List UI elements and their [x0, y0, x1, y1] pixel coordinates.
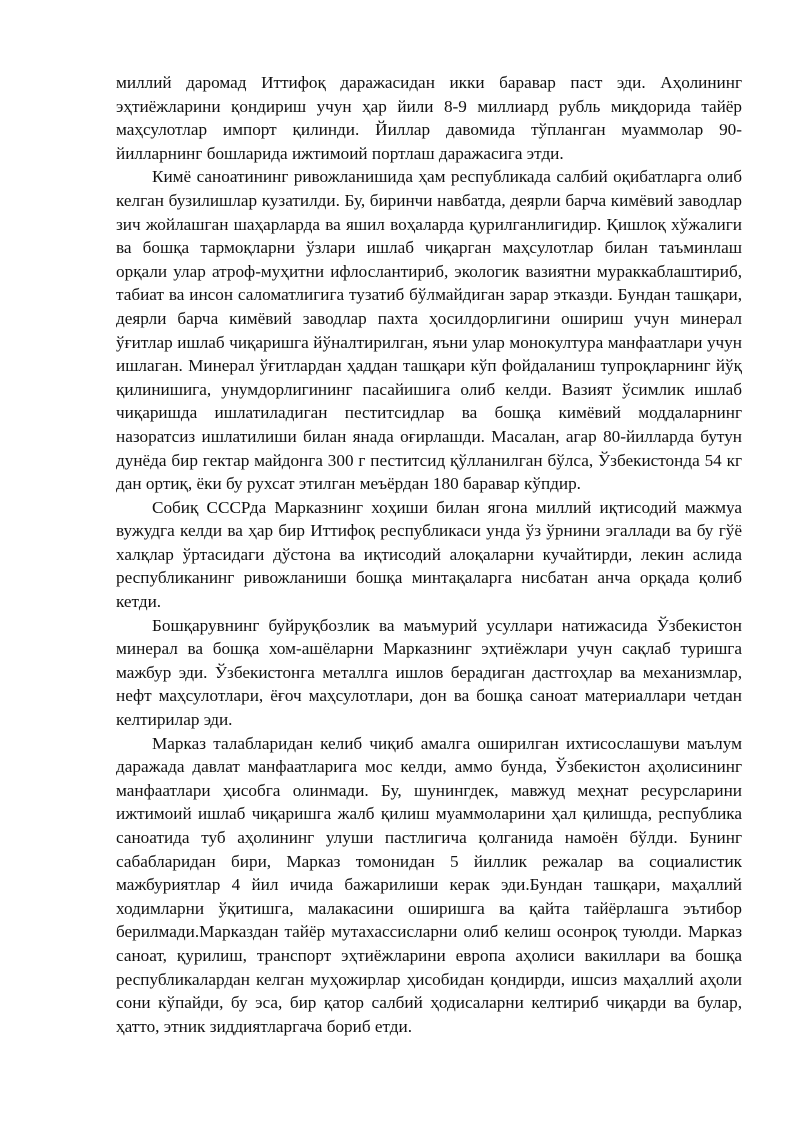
paragraph-chemical-industry: Кимё саноатининг ривожланишида ҳам республикада салбий оқибатларга олиб келган бузилишлар кузатилди. Бу, биринчи навбатда, деярли барча кимёвий заводлар зич жойлашган шаҳарларда ва яшил воҳаларда қурилганлигидир. Қишлоқ хўжалиги ва бошқа тармоқларни ўзлари ишлаб чиқарган маҳсулотлар билан таъминлаш орқали улар атроф-муҳитни ифлослантириб, экологик вазиятни мураккаблаштириб, табиат ва инсон саломатлигига тузатиб бўлмайдиган зарар этказди. Бундан ташқари, деярли барча кимёвий заводлар пахта ҳосилдорлигини ошириш учун минерал ўғитлар ишлаб чиқаришга йўналтирилган, яъни улар монокултура манфаатлари учун ишлаган. Минерал ўғитлардан ҳаддан ташқари кўп фойдаланиш тупроқларнинг йўқ қилинишига, унумдорлигининг пасайишига олиб келди. Вазият ўсимлик ишлаб чиқаришда ишлатиладиган пеститсидлар ва бошқа кимёвий моддаларнинг назоратсиз ишлатилиши билан янада оғирлашди. Масалан, агар 80-йилларда бутун дунёда бир гектар майдонга 300 г пеститсид қўлланилган бўлса, Ўзбекистонда 54 кг дан ортиқ, ёки бу рухсат этилган меъёрдан 180 баравар кўпдир.	[116, 167, 742, 494]
paragraph-specialization: Марказ талабларидан келиб чиқиб амалга оширилган ихтисослашуви маълум даражада давлат манфаатларига мос келди, аммо бунда, Ўзбекистон аҳолисининг манфаатлари ҳисобга олинмади. Бу, шунингдек, мавжуд меҳнат ресурсларини ижтимоий ишлаб чиқаришга жалб қилиш муаммоларини ҳал қилишда, республика саноатида туб аҳолининг улуши пастлигича қолганида намоён бўлди. Бунинг сабабларидан бири, Марказ томонидан 5 йиллик режалар ва социалистик мажбуриятлар 4 йил ичида бажарилиши керак эди.Бундан ташқари, маҳаллий ходимларни ўқитишга, малакасини оширишга ва қайта тайёрлашга эътибор берилмади.Марказдан тайёр мутахассисларни олиб келиш осонроқ туюлди. Марказ саноат, қурилиш, транспорт эҳтиёжларини европа аҳолиси вакиллари ва бошқа республикалардан келган муҳожирлар ҳисобидан қондирди, ишсиз маҳаллий аҳоли сони кўпайди, бу эса, бир қатор салбий ҳодисаларни келтириб чиқарди ва булар, ҳатто, этник зиддиятларгача бориб етди.	[116, 733, 742, 1036]
paragraph-continuation: миллий даромад Иттифоқ даражасидан икки баравар паст эди. Аҳолининг эҳтиёжларини қондириш учун ҳар йили 8-9 миллиард рубль миқдорида тайёр маҳсулотлар импорт қилинди. Йиллар давомида тўпланган муаммолар 90-йилларнинг бошларида ижтимоий портлаш даражасига этди.	[116, 73, 742, 163]
document-page	[116, 71, 742, 1038]
paragraph-administration: Бошқарувнинг буйруқбозлик ва маъмурий усуллари натижасида Ўзбекистон минерал ва бошқа хом-ашёларни Марказнинг эҳтиёжлари учун сақлаб туришга мажбур эди. Ўзбекистонга металлга ишлов берадиган дастгоҳлар ва механизмлар, нефт маҳсулотлари, ёғоч маҳсулотлари, дон ва бошқа саноат материаллари четдан келтирилар эди.	[116, 615, 742, 730]
paragraph-ussr-complex: Собиқ СССРда Марказнинг хоҳиши билан ягона миллий иқтисодий мажмуа вужудга келди ва ҳар бир Иттифоқ республикаси унда ўз ўрнини эгаллади ва бу гўё халқлар ўртасидаги дўстона ва иқтисодий алоқаларни кучайтирди, лекин аслида республиканинг ривожланиши бошқа минтақаларга нисбатан анча орқада қолиб кетди.	[116, 497, 742, 612]
